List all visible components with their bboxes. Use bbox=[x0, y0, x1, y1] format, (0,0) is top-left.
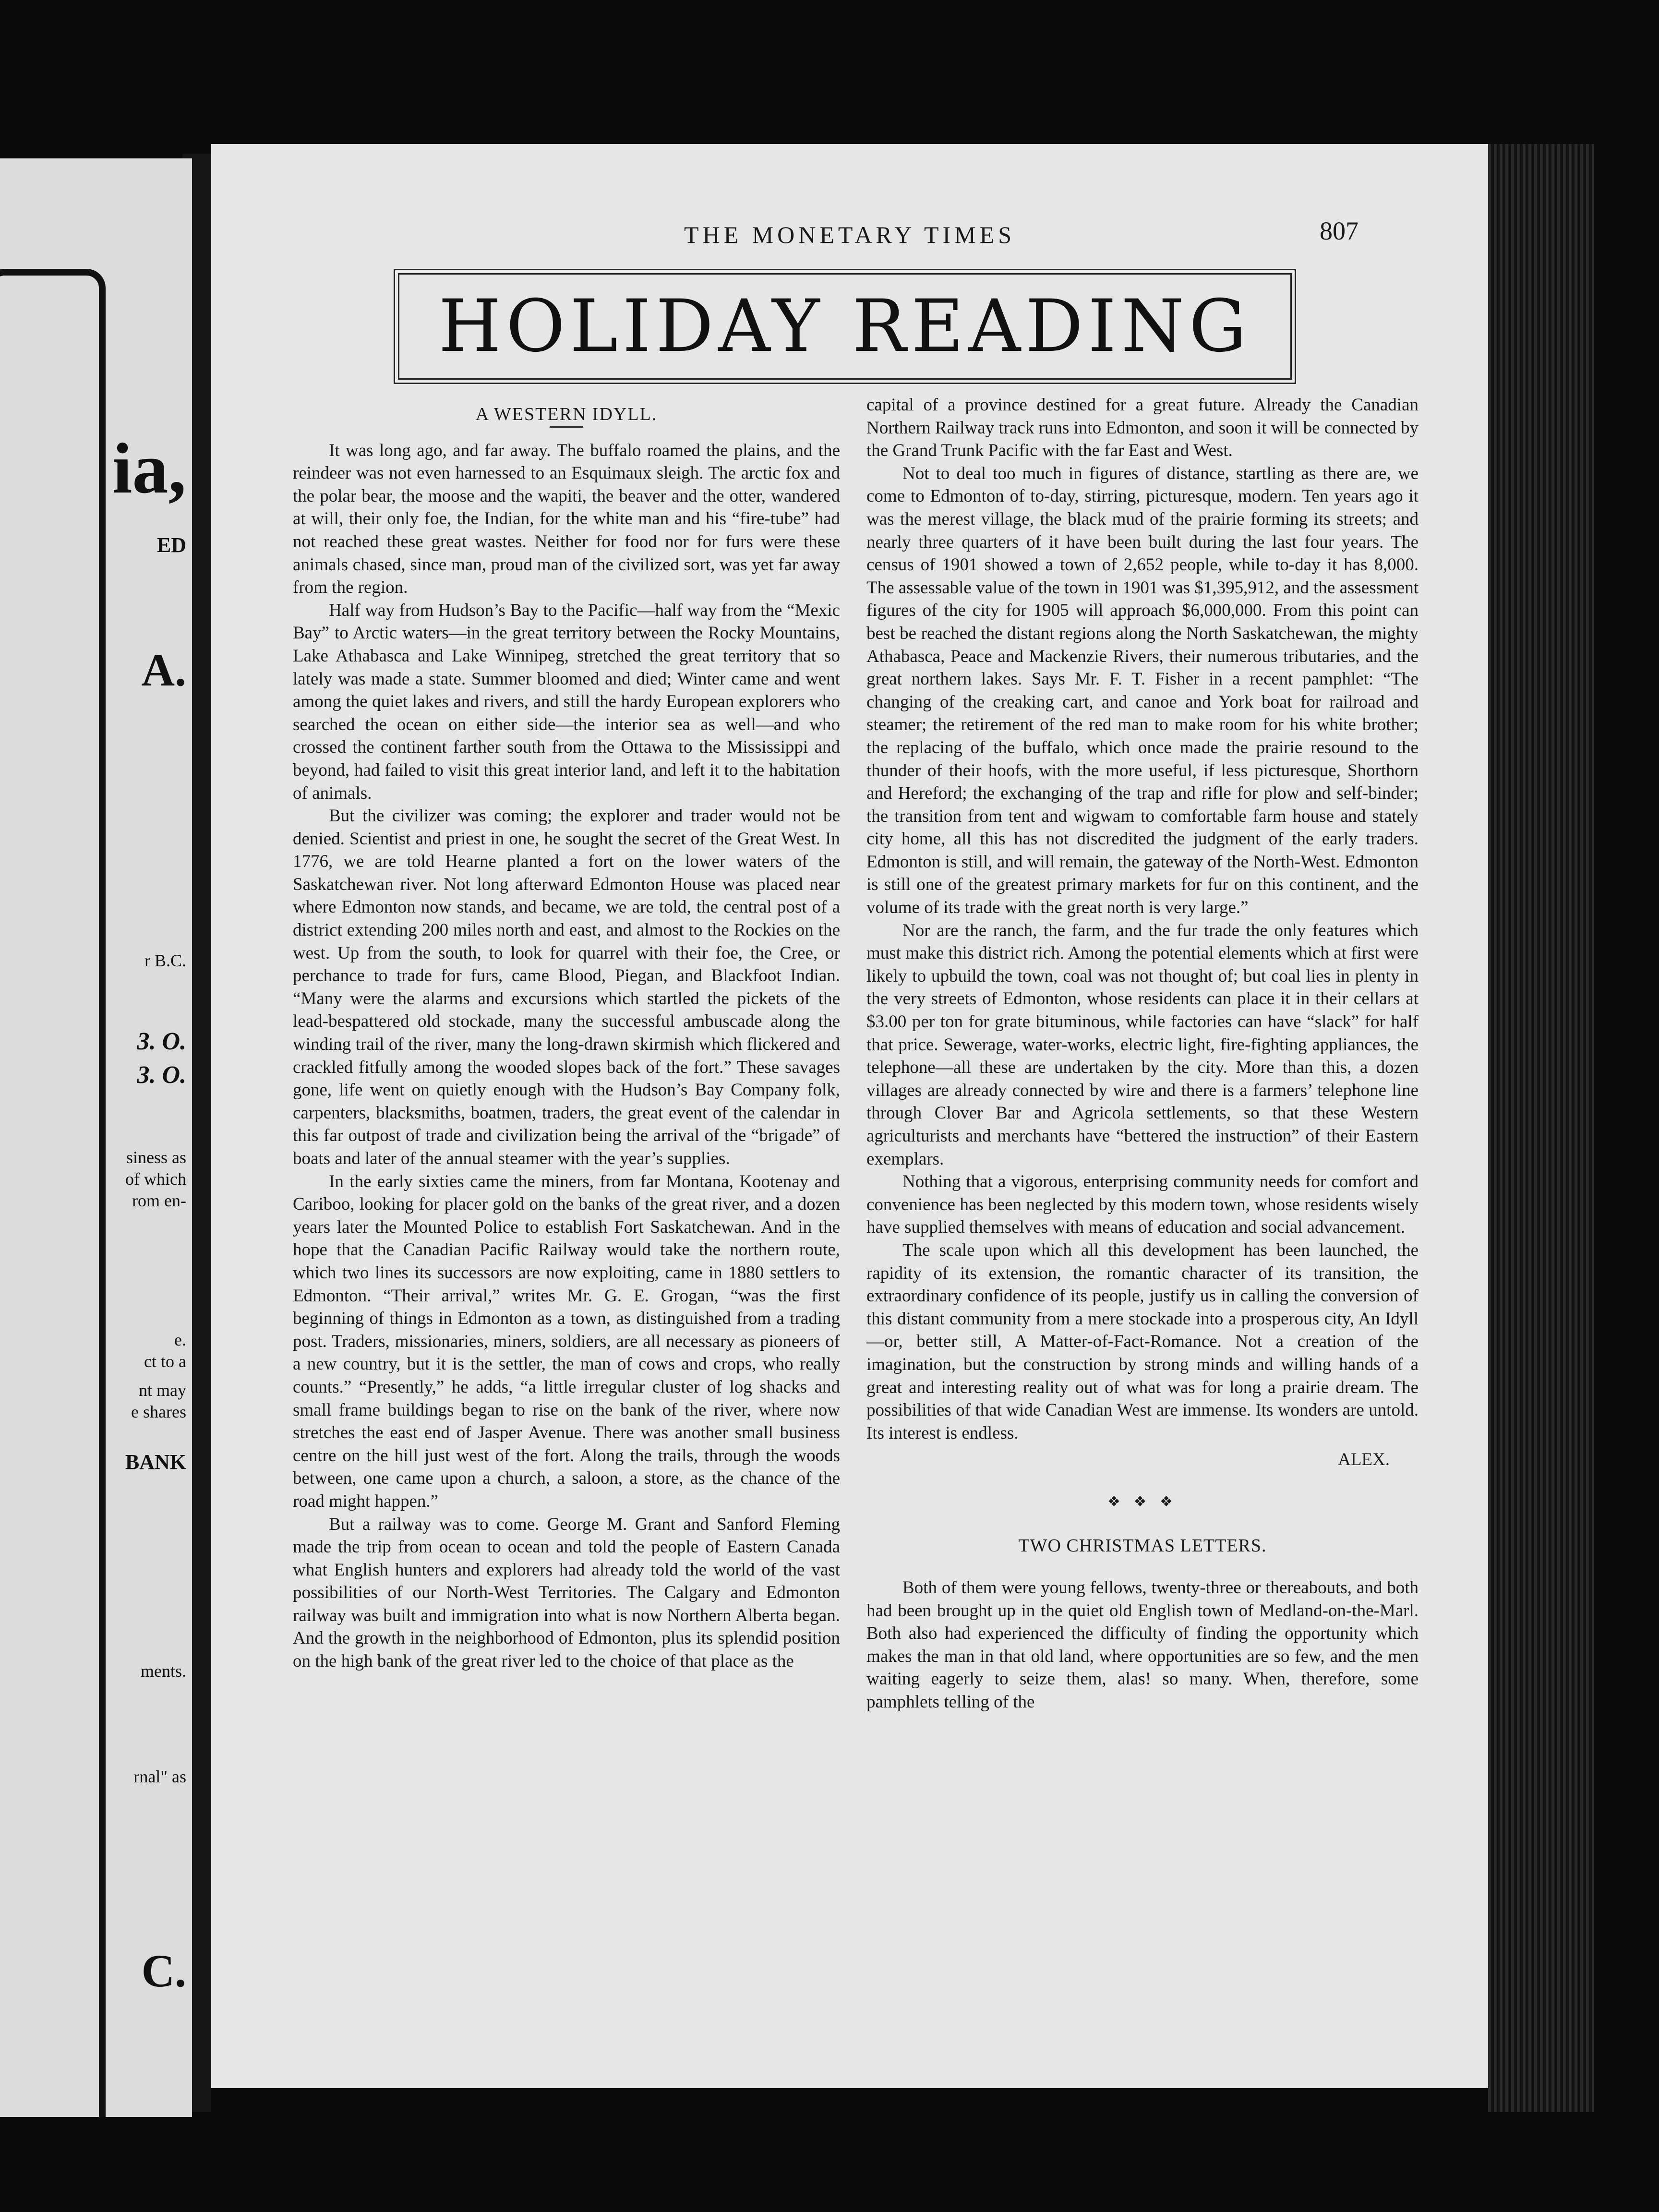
paragraph: But a railway was to come. George M. Grant and Sanford Fleming made the trip from ocean to ocean and told the people of Eastern Canada what English hunters and explorers had already told the world of the vast possibilities of our North-West Territories. The Calgary and Edmonton railway was built and immigration into what is now Northern Alberta began. And the growth in the neighborhood of Edmonton, plus its splendid position on the high bank of the great river led to the choice of that place as the bbox=[293, 1514, 840, 1671]
fragment-text: e shares bbox=[131, 1402, 186, 1421]
fragment-text: A. bbox=[141, 644, 186, 696]
paragraph: Nothing that a vigorous, enterprising community needs for comfort and convenience has been neglected by this modern town, whose residents wisely have supplied themselves with means of education and social advancement. bbox=[866, 1172, 1419, 1238]
paragraph: Both of them were young fellows, twenty-three or thereabouts, and both had been brought up in the quiet old English town of Medland-on-the-Marl. Both also had experienced the difficulty of finding the opportunity which makes the man in that old land, where opportunities are so few, and the men waiting eagerly to seize them, alas! so many. When, therefore, some pamphlets telling of the bbox=[866, 1578, 1419, 1712]
magazine-page bbox=[211, 144, 1488, 2088]
paragraph: The scale upon which all this development has been launched, the rapidity of its extension, the romantic character of its transition, the extraordinary confidence of its people, justify us in calling the conversion of this distant community from a mere stockade into a prosperous city, An Idyll—or, better still, A Matter-of-Fact-Romance. Not a creation of the imagination, but the construction by strong minds and willing hands of a great and interesting reality out of what was for long a prairie dream. The possibilities of that wide Canadian West are immense. Its wonders are untold. Its interest is endless. bbox=[866, 1240, 1419, 1443]
heading-rule bbox=[550, 426, 583, 428]
paragraph: Half way from Hudson’s Bay to the Pacific—half way from the “Mexic Bay” to Arctic waters—in the great territory between the Rocky Mountains, Lake Athabasca and Lake Winnipeg, stretched the great territory that so lately was made a state. Summer bloomed and died; Winter came and went among the quiet lakes and rivers, and still the hardy European explorers who searched the ocean on either side—the interior sea as well—and who crossed the continent farther south from the Ottawa to the Mississippi and beyond, had failed to visit this great interior land, and left it to the habitation of animals. bbox=[293, 600, 840, 803]
article-heading: A WESTERN IDYLL. bbox=[475, 404, 658, 424]
section-separator: ❖ ❖ ❖ bbox=[1107, 1493, 1178, 1510]
fragment-text: BANK bbox=[125, 1450, 186, 1474]
fragment-text: C. bbox=[141, 1945, 186, 1996]
page-edges bbox=[1488, 144, 1594, 2112]
fragment-text: 3. O. bbox=[137, 1028, 186, 1055]
paragraph: It was long ago, and far away. The buffalo roamed the plains, and the reindeer was not even harnessed to an Esquimaux sleigh. The arctic fox and the polar bear, the moose and the wapiti, the beaver and the otter, wandered at will, their only foe, the Indian, for the white man and his “fire-tube” had not reached these great wastes. Neither for food nor for furs were these animals chased, since man, proud man of the civilized sort, was yet far away from the region. bbox=[293, 440, 840, 598]
fragment-text: rnal" as bbox=[133, 1767, 186, 1786]
paragraph: In the early sixties came the miners, from far Montana, Kootenay and Cariboo, looking for placer gold on the banks of the great river, and a dozen years later the Mounted Police to establish Fort Saskatchewan. And in the hope that the Canadian Pacific Railway would take the northern route, which two lines its successors are now exploiting, came in 1880 settlers to Edmonton. “Their arrival,” writes Mr. G. E. Grogan, “was the first beginning of things in Edmonton as a town, as distinguished from a trading post. Traders, missionaries, miners, soldiers, are all necessary as pioneers of a new country, but it is the settler, the man of cows and crops, who really counts.” “Presently,” he adds, “a little irregular cluster of log shacks and small frame buildings began to rise on the bank of the river, where now stretches the east end of Jasper Avenue. There was another small business centre on the hill just west of the fort. Along the trails, through the woods between, one came upon a church, a saloon, a store, as the chance of the road might happen.” bbox=[293, 1171, 840, 1511]
author-signature: ALEX. bbox=[1338, 1450, 1390, 1470]
column-left bbox=[293, 403, 840, 2035]
fragment-text: ED bbox=[156, 533, 186, 557]
fragment-text: 3. O. bbox=[137, 1061, 186, 1089]
fragment-text: ments. bbox=[141, 1661, 186, 1681]
paragraph: Nor are the ranch, the farm, and the fur trade the only features which must make this district rich. Among the potential elements which at first were likely to upbuild the town, coal was not thought of; but coal lies in plenty in the very streets of Edmonton, whose residents can place it in their cellars at $3.00 per ton for grate bituminous, while factories can have “slack” for half that price. Sewerage, water-works, electric light, fire-fighting appliances, the telephone—all these are undertaken by the city. More than this, a dozen villages are already connected by wire and there is a farmers’ telephone line through Clover Bar and Agricola settlements, so that these Western agriculturists and merchants have “bettered the instruction” of their Eastern exemplars. bbox=[866, 920, 1419, 1169]
paragraph: But the civilizer was coming; the explorer and trader would not be denied. Scientist and priest in one, he sought the secret of the Great West. In 1776, we are told Hearne planted a fort on the lower waters of the Saskatchewan river. Not long afterward Edmonton House was placed near where Edmonton now stands, and became, we are told, the central post of a district extending 200 miles north and east, and almost to the Rockies on the west. Up from the south, to look for quarrel with their foe, the Cree, or perchance to trade for furs, came Blood, Piegan, and Blackfoot Indian. “Many were the alarms and excursions which startled the pickets of the lead-bespattered old stockade, many the successful ambuscade along the winding trail of the river, many the long-drawn skirmish which flickered and crackled fitfully among the wooded slopes back of the fort.” These savages gone, life went on quietly enough with the Hudson’s Bay Company folk, carpenters, blacksmiths, boatmen, traders, the great event of the calendar in this far outpost of trade and civilization being the arrival of the “brigade” of boats and later of the annual steamer with the year’s supplies. bbox=[293, 806, 840, 1168]
paragraph: capital of a province destined for a great future. Already the Canadian Northern Railway track runs into Edmonton, and soon it will be connected by the Grand Trunk Pacific with the far East and West. bbox=[866, 395, 1419, 461]
fragment-text: ia, bbox=[112, 429, 186, 508]
fragment-text: e. bbox=[174, 1330, 186, 1349]
page-number: 807 bbox=[1320, 216, 1358, 245]
section-title-frame bbox=[394, 269, 1296, 384]
fragment-text: siness as bbox=[126, 1148, 186, 1167]
section-title: HOLIDAY READING bbox=[398, 273, 1292, 380]
paragraph: Not to deal too much in figures of distance, startling as there are, we come to Edmonton of to-day, stirring, picturesque, modern. Ten years ago it was the merest village, the black mud of the prairie forming its streets; and nearly three quarters of it have been built during the last four years. The census of 1901 showed a town of 2,652 people, while to-day it has 8,000. The assessable value of the town in 1901 was $1,395,912, and the assessment figures of the city for 1905 will approach $6,000,000. From this point can best be reached the distant regions along the North Saskatchewan, the mighty Athabasca, Peace and Mackenzie Rivers, their numerous tributaries, and the great northern lakes. Says Mr. F. T. Fisher in a recent pamphlet: “The changing of the creaking cart, and canoe and York boat for railroad and steamer; the retirement of the red man to make room for his white brother; the replacing of the buffalo, which once made the prairie resound to the thunder of their hoofs, with the more useful, if less picturesque, Shorthorn and Hereford; the exchanging of the trap and rifle for plow and self-binder; the transition from tent and wigwam to comfortable farm house and stately city home, all this has not discredited the judgment of the early traders. Edmonton is still, and will remain, the gateway of the North-West. Edmonton is still one of the greatest primary markets for fur on this continent, and the volume of its trade with the great north is very large.” bbox=[866, 463, 1419, 918]
fragment-text: r B.C. bbox=[144, 951, 186, 970]
article-heading: TWO CHRISTMAS LETTERS. bbox=[1018, 1535, 1267, 1556]
column-right bbox=[866, 394, 1419, 2026]
fragment-text: nt may bbox=[139, 1381, 186, 1400]
advertisement-border bbox=[0, 269, 106, 2117]
previous-page-fragment bbox=[0, 158, 192, 2117]
fragment-text: ct to a bbox=[144, 1352, 186, 1371]
fragment-text: rom en- bbox=[132, 1191, 186, 1210]
running-head: THE MONETARY TIMES bbox=[684, 221, 1015, 248]
fragment-text: of which bbox=[125, 1169, 186, 1189]
